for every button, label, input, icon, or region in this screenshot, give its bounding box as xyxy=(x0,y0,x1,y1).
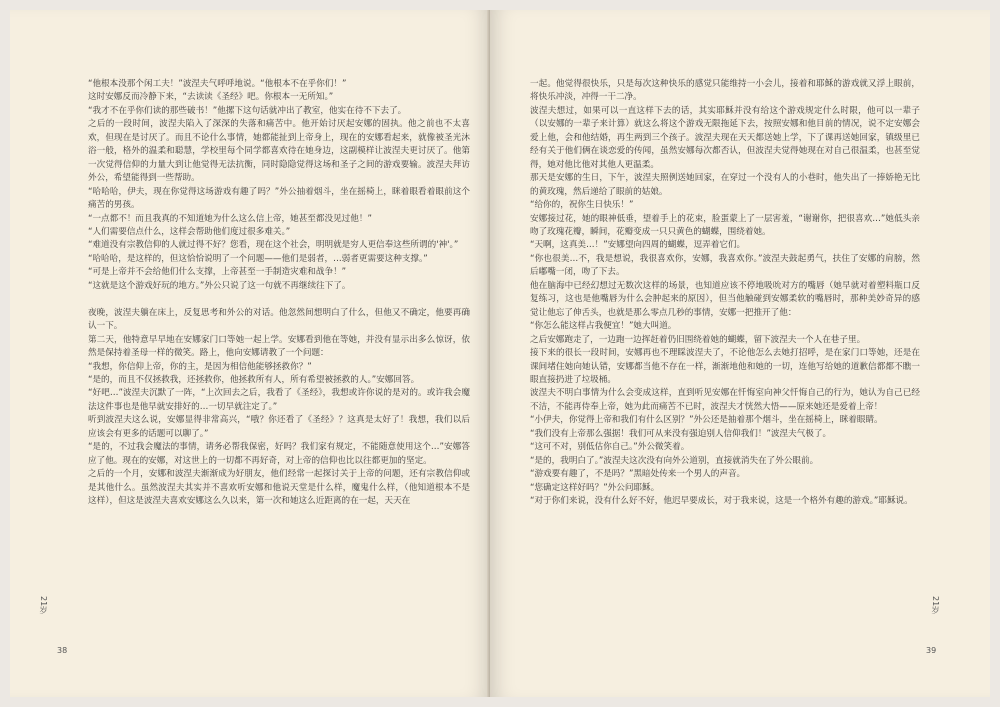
paragraph: “人们需要信点什么，这样会帮助他们度过很多难关。” xyxy=(88,226,291,237)
paragraph: “给你的，祝你生日快乐！” xyxy=(530,200,634,211)
paragraph: “哈哈哈，伊夫，现在你觉得这场游戏有趣了吗？”外公抽着烟斗，坐在摇椅上，眯着眼看着眼前这个痛苦的男孩。 xyxy=(88,186,470,211)
paragraph: “可是上帝并不会给他们什么支撑，上帝甚至一手制造灾难和战争！” xyxy=(88,267,347,278)
paragraph: “你怎么能这样占我便宜！”她大叫道。 xyxy=(530,321,677,332)
left-page-text xyxy=(88,78,470,618)
right-page-text xyxy=(530,78,920,618)
paragraph: “他根本没那个闲工夫！”波涅夫气呼呼地说。“他根本不在乎你们！” xyxy=(88,79,347,89)
paragraph: 夜晚，波涅夫躺在床上，反复思考和外公的对话。他忽然间想明白了什么，但他又不确定，他要再确认一下。 xyxy=(88,307,470,332)
paragraph: “是的，我明白了。”波涅夫这次没有向外公道别，直接就消失在了外公眼前。 xyxy=(530,455,819,466)
paragraph: “是的，不过我会魔法的事情，请务必帮我保密，好吗？我们家有规定，不能随意使用这个…”安娜答应了他。现在的安娜，对这世上的一切都不再好奇，对上帝的信仰也比以往都更加的坚定。 xyxy=(88,442,470,466)
paragraph: “小伊夫，你觉得上帝和我们有什么区别？”外公还是抽着那个烟斗，坐在摇椅上，眯着眼睛。 xyxy=(530,415,883,426)
left-folio: 21岁 xyxy=(39,596,48,615)
right-page-number: 39 xyxy=(926,646,937,655)
paragraph: “一点都不！而且我真的不知道她为什么这么信上帝，她甚至都没见过他！” xyxy=(88,213,372,224)
paragraph: 听到波涅夫这么说，安娜显得非常高兴，“哦？你还看了《圣经》？这真是太好了！我想，我们以后应该会有更多的话题可以聊了。” xyxy=(88,415,470,439)
paragraph: “是的，而且不仅拯救我，还拯救你，他拯救所有人，所有希望被拯救的人。”安娜回答。 xyxy=(88,374,420,385)
paragraph: “游戏要有趣了，不是吗？”黑暗处传来一个男人的声音。 xyxy=(530,469,746,480)
paragraph: “这可不对，别低估你自己。”外公微笑着。 xyxy=(530,442,690,453)
paragraph: 那天是安娜的生日，下午，波涅夫照例送她回家，在穿过一个没有人的小巷时，他失出了一捧娇艳无比的黄玫瑰，然后递给了眼前的姑娘。 xyxy=(530,173,920,197)
paragraph: “这就是这个游戏好玩的地方。”外公只说了这一句就不再继续往下了。 xyxy=(88,280,351,291)
left-page xyxy=(10,10,490,697)
paragraph: 之后的一个月，安娜和波涅夫渐渐成为好朋友，他们经常一起探讨关于上帝的问题，还有宗教信仰或是其他什么。虽然波涅夫其实并不喜欢听安娜和他说天堂是什么样，魔鬼什么样，（他知道根本不是这样），但这是波涅夫喜欢安娜这么久以来，第一次和她这么近距离的在一起，天天在 xyxy=(88,469,470,507)
paragraph: 第二天，他特意早早地在安娜家门口等她一起上学。安娜看到他在等她，并没有显示出多么惊讶，依然是保持着圣母一样的微笑。路上，他向安娜请教了一个问题： xyxy=(88,334,470,359)
paragraph: 之后安娜跑走了，一边跑一边挥赶着仍旧围绕着她的蝴蝶，留下波涅夫一个人在巷子里。 xyxy=(530,334,866,345)
right-folio: 21岁 xyxy=(931,596,940,615)
paragraph: “对于你们来说，没有什么好不好，他迟早要成长，对于我来说，这是一个格外有趣的游戏。”耶稣说。 xyxy=(530,496,913,507)
paragraph: 波涅夫不明白事情为什么会变成这样，直到听见安娜在忏悔室向神父忏悔自己的行为，她认为自己已经不洁，不能再侍奉上帝，她为此而痛苦不已时，波涅夫才恍然大悟——原来她还是爱着上帝！ xyxy=(530,388,920,412)
paragraph: 安娜接过花，她的眼神低垂，望着手上的花束，脸蛋蒙上了一层害羞，“谢谢你，把很喜欢…”她低头亲吻了玫瑰花瓣，瞬间，花瓣变成一只只黄色的蝴蝶，围绕着她。 xyxy=(530,213,920,237)
paragraph: “你也很美…不，我是想说，我很喜欢你，安娜，我喜欢你。”波涅夫鼓起勇气，扶住了安娜的肩膀，然后嘟嘴一闭，吻了下去。 xyxy=(530,253,920,278)
paragraph: 之后的一段时间，波涅夫陷入了深深的失落和痛苦中。他开始讨厌起安娜的固执。他之前也不太喜欢，但现在是讨厌了。而且不论什么事情，她都能扯到上帝身上，现在的安娜看起来，就像被圣光沐浴一般，格外的温柔和聪慧，学校里每个同学都喜欢待在她身边，这副模样让波涅夫更讨厌了。他第一次觉得信仰的力量大到让他觉得无法抗衡，同时隐隐觉得这场和圣子之间的游戏要输。波涅夫拜访外公，希望能得到一些帮助。 xyxy=(88,119,470,184)
paragraph: “我才不在乎你们读的那些破书！”他摞下这句话就冲出了教室，他实在待不下去了。 xyxy=(88,105,407,116)
paragraph xyxy=(88,293,470,306)
paragraph: “天啊，这真美…！”安娜望向四周的蝴蝶，逗弄着它们。 xyxy=(530,240,746,251)
paragraph: “我们没有上帝那么强据！我们可从来没有强迫别人信仰我们！”波涅夫气极了。 xyxy=(530,428,832,439)
paragraph: “好吧…”波涅夫沉默了一阵，“上次回去之后，我看了《圣经》，我想或许你说的是对的。或许我会魔法这件事也是他早就安排好的…一切早就注定了。” xyxy=(88,388,470,412)
paragraph: 波涅夫想过，如果可以一直这样下去的话，其实耶稣并没有给这个游戏规定什么时限，他可以一辈子（以安娜的一辈子来计算）就这么将这个游戏无限拖延下去，按照安娜和他目前的情况，说不定安娜会爱上他，会和他结婚，再生两到三个孩子。波涅夫现在天天都送她上学，下了课再送她回家，镇级里已经有关于他们俩在谈恋爱的传闻，虽然安娜每次都否认，但波涅夫觉得她现在对自己很温柔，也甚至觉得，她对他比他对其他人更温柔。 xyxy=(530,105,920,170)
paragraph: 他在脑海中已经幻想过无数次这样的场景，也知道应该不停地吸吮对方的嘴唇（她早就对着塑料瓶口反复练习，这也是他嘴唇为什么会肿起来的原因），但当他触碰到安娜柔软的嘴唇时，那种美妙奇异的感觉让他忘了伸舌头，也就是那么零点几秒的事情，安娜一把推开了他： xyxy=(530,280,920,318)
paragraph: 接下来的很长一段时间，安娜再也不理睬波涅夫了，不论他怎么去她打招呼，是在家门口等她，还是在课间堵住她向她认错，安娜都当他不存在一样，渐渐地他和她的一切，连他写给她的道歉信都都不瞧一眼直接扔进了垃圾桶。 xyxy=(530,348,920,385)
paragraph: “难道没有宗教信仰的人就过得不好？您看，现在这个社会，明明就是穷人更信奉这些所谓的'神'。” xyxy=(88,240,459,251)
paragraph: 一起。他觉得很快乐，只是每次这种快乐的感觉只能维持一小会儿，接着和耶稣的游戏就又浮上眼前，将快乐冲淡，冲得一干二净。 xyxy=(530,79,920,103)
paragraph: “我想，你信仰上帝，你的主，是因为相信他能够拯救你？” xyxy=(88,361,312,372)
paragraph: “哈哈哈，是这样的，但这恰恰说明了一个问题——他们是弱者，…弱者更需要这种支撑。” xyxy=(88,253,428,264)
paragraph: 这时安娜反而冷静下来，“去读读《圣经》吧。你根本一无所知。” xyxy=(88,92,334,103)
paragraph: “您确定这样好吗？”外公问耶稣。 xyxy=(530,482,660,493)
right-page xyxy=(490,10,990,697)
left-page-number: 38 xyxy=(57,646,68,655)
